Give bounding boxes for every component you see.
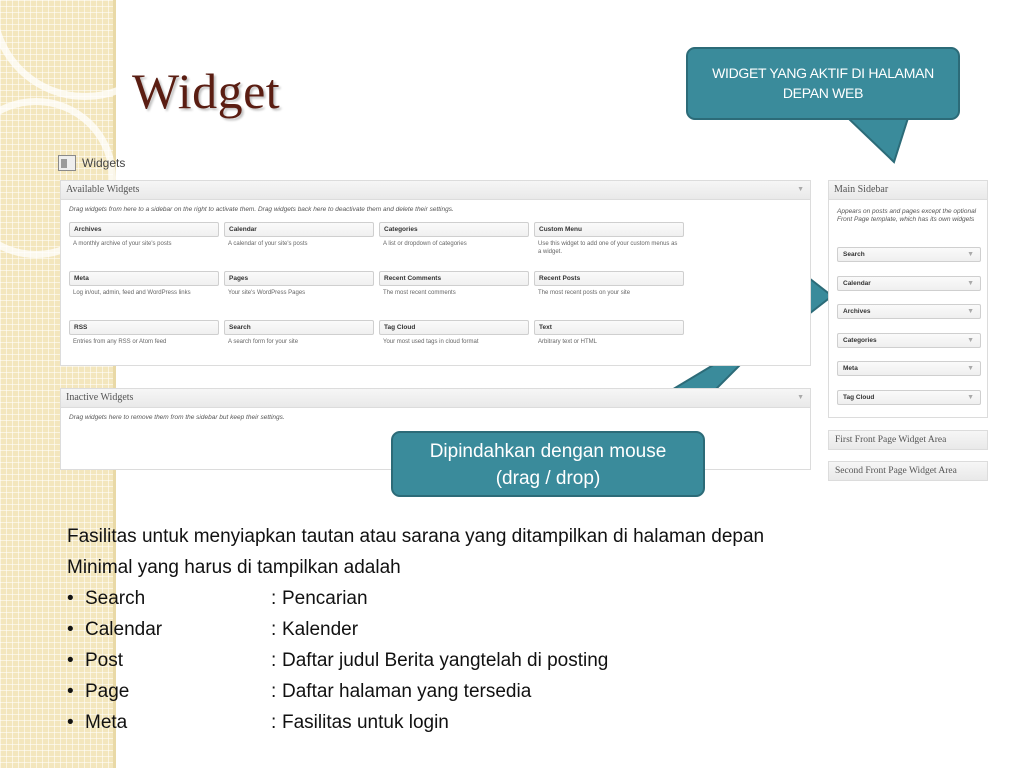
bullet-icon: • bbox=[67, 681, 74, 702]
bullet-search bbox=[67, 583, 764, 614]
widget-pages[interactable] bbox=[224, 271, 374, 308]
inactive-widgets-description: Drag widgets here to remove them from the sidebar but keep their settings. bbox=[69, 414, 285, 421]
widget-description: The most recent comments bbox=[383, 290, 456, 296]
bullet-icon: • bbox=[67, 650, 74, 671]
widget-rss[interactable] bbox=[69, 320, 219, 357]
active-widget-callout bbox=[686, 47, 960, 120]
widget-description: Log in/out, admin, feed and WordPress links bbox=[73, 290, 191, 296]
chevron-down-icon[interactable]: ▼ bbox=[967, 337, 974, 344]
sidebar-item-archives[interactable] bbox=[837, 304, 981, 319]
widget-title[interactable]: Pages bbox=[224, 271, 374, 286]
chevron-down-icon[interactable]: ▼ bbox=[967, 251, 974, 258]
chevron-down-icon[interactable]: ▼ bbox=[967, 365, 974, 372]
bullet-icon: • bbox=[67, 712, 74, 733]
bullet-meta bbox=[67, 707, 764, 738]
main-sidebar-description: Appears on posts and pages except the optional Front Page template, which has its own widgets bbox=[837, 208, 977, 223]
widget-tag-cloud[interactable] bbox=[379, 320, 529, 357]
available-widgets-description: Drag widgets from here to a sidebar on the right to activate them. Drag widgets back here to deactivate them and delete their settings. bbox=[69, 206, 454, 213]
bullet-definition: Daftar judul Berita yangtelah di posting bbox=[282, 650, 609, 671]
sidebar-item-tag-cloud[interactable] bbox=[837, 390, 981, 405]
bullet-separator: : bbox=[271, 650, 277, 671]
widget-title[interactable]: Archives bbox=[69, 222, 219, 237]
widget-archives[interactable] bbox=[69, 222, 219, 259]
widget-recent-posts[interactable] bbox=[534, 271, 684, 308]
widget-title[interactable]: Recent Comments bbox=[379, 271, 529, 286]
sidebar-item-label: Search bbox=[843, 251, 865, 258]
bullet-icon: • bbox=[67, 588, 74, 609]
chevron-down-icon[interactable]: ▼ bbox=[797, 393, 804, 401]
widget-description: Your most used tags in cloud format bbox=[383, 339, 479, 345]
bullet-page bbox=[67, 676, 764, 707]
widget-categories[interactable] bbox=[379, 222, 529, 259]
widget-title[interactable]: Categories bbox=[379, 222, 529, 237]
widgets-page-header bbox=[58, 155, 125, 171]
widget-title[interactable]: Tag Cloud bbox=[379, 320, 529, 335]
drag-drop-callout-line1: Dipindahkan dengan mouse bbox=[429, 441, 667, 462]
drag-drop-callout bbox=[391, 431, 705, 497]
available-widgets-grid bbox=[69, 222, 684, 357]
bullet-term: Meta bbox=[85, 712, 128, 733]
widget-recent-comments[interactable] bbox=[379, 271, 529, 308]
sidebar-item-label: Tag Cloud bbox=[843, 394, 875, 401]
widget-title[interactable]: RSS bbox=[69, 320, 219, 335]
widget-custom-menu[interactable] bbox=[534, 222, 684, 259]
bullet-post bbox=[67, 645, 764, 676]
widget-search[interactable] bbox=[224, 320, 374, 357]
sidebar-item-label: Meta bbox=[843, 365, 858, 372]
bullet-definition: Pencarian bbox=[282, 588, 368, 609]
widget-title[interactable]: Calendar bbox=[224, 222, 374, 237]
widget-description: A calendar of your site's posts bbox=[228, 241, 308, 247]
drag-drop-callout-line2: (drag / drop) bbox=[495, 468, 601, 489]
bullet-term: Page bbox=[85, 681, 130, 702]
slide-title: Widget bbox=[132, 63, 281, 119]
bullet-separator: : bbox=[271, 588, 277, 609]
chevron-down-icon[interactable]: ▼ bbox=[797, 185, 804, 193]
main-sidebar-title: Main Sidebar bbox=[834, 184, 889, 195]
sidebar-item-label: Archives bbox=[843, 308, 871, 315]
main-sidebar-panel bbox=[828, 180, 988, 418]
sidebar-item-search[interactable] bbox=[837, 247, 981, 262]
sidebar-item-label: Categories bbox=[843, 337, 877, 344]
inactive-widgets-header[interactable] bbox=[61, 389, 810, 408]
bullet-term: Post bbox=[85, 650, 124, 671]
chevron-down-icon[interactable]: ▼ bbox=[967, 280, 974, 287]
slide-body bbox=[67, 521, 764, 738]
bullet-separator: : bbox=[271, 619, 277, 640]
sidebar-item-meta[interactable] bbox=[837, 361, 981, 376]
body-line-1: Fasilitas untuk menyiapkan tautan atau sarana yang ditampilkan di halaman depan bbox=[67, 526, 765, 547]
bullet-icon: • bbox=[67, 619, 74, 640]
widget-text[interactable] bbox=[534, 320, 684, 357]
bullet-term: Calendar bbox=[85, 619, 163, 640]
bullet-definition: Fasilitas untuk login bbox=[282, 712, 449, 733]
body-line-2: Minimal yang harus di tampilkan adalah bbox=[67, 557, 401, 578]
bullet-calendar bbox=[67, 614, 764, 645]
second-front-page-widget-area[interactable] bbox=[828, 461, 988, 481]
available-widgets-header[interactable] bbox=[61, 181, 810, 200]
widget-title[interactable]: Meta bbox=[69, 271, 219, 286]
widget-title[interactable]: Recent Posts bbox=[534, 271, 684, 286]
main-sidebar-header[interactable] bbox=[829, 181, 987, 200]
first-front-page-widget-area-label: First Front Page Widget Area bbox=[835, 435, 947, 445]
chevron-down-icon[interactable]: ▼ bbox=[967, 394, 974, 401]
inactive-widgets-title: Inactive Widgets bbox=[66, 392, 134, 403]
bullet-definition: Daftar halaman yang tersedia bbox=[282, 681, 532, 702]
widget-description: The most recent posts on your site bbox=[538, 290, 631, 296]
widget-description: Your site's WordPress Pages bbox=[228, 290, 306, 296]
second-front-page-widget-area-label: Second Front Page Widget Area bbox=[835, 466, 957, 476]
sidebar-item-categories[interactable] bbox=[837, 333, 981, 348]
sidebar-item-calendar[interactable] bbox=[837, 276, 981, 291]
widgets-page-title: Widgets bbox=[82, 156, 126, 170]
bullet-definition: Kalender bbox=[282, 619, 359, 640]
first-front-page-widget-area[interactable] bbox=[828, 430, 988, 450]
bullet-separator: : bbox=[271, 712, 277, 733]
sidebar-item-label: Calendar bbox=[843, 280, 871, 287]
bullet-separator: : bbox=[271, 681, 277, 702]
widget-title[interactable]: Custom Menu bbox=[534, 222, 684, 237]
active-widget-callout-text: WIDGET YANG AKTIF DI HALAMAN DEPAN WEB bbox=[712, 65, 934, 101]
widget-description: Entries from any RSS or Atom feed bbox=[73, 339, 167, 345]
widget-title[interactable]: Text bbox=[534, 320, 684, 335]
widget-description: A search form for your site bbox=[228, 339, 299, 345]
widget-meta[interactable] bbox=[69, 271, 219, 308]
widget-description: Arbitrary text or HTML bbox=[538, 339, 598, 345]
widgets-icon bbox=[58, 155, 76, 171]
widget-calendar[interactable] bbox=[224, 222, 374, 259]
widget-description: Use this widget to add one of your custom menus as a widget. bbox=[538, 241, 678, 255]
available-widgets-panel bbox=[60, 180, 811, 366]
widget-description: A list or dropdown of categories bbox=[383, 241, 467, 247]
chevron-down-icon[interactable]: ▼ bbox=[967, 308, 974, 315]
widget-description: A monthly archive of your site's posts bbox=[73, 241, 172, 247]
bullet-term: Search bbox=[85, 588, 146, 609]
widget-title[interactable]: Search bbox=[224, 320, 374, 335]
available-widgets-title: Available Widgets bbox=[66, 184, 140, 195]
